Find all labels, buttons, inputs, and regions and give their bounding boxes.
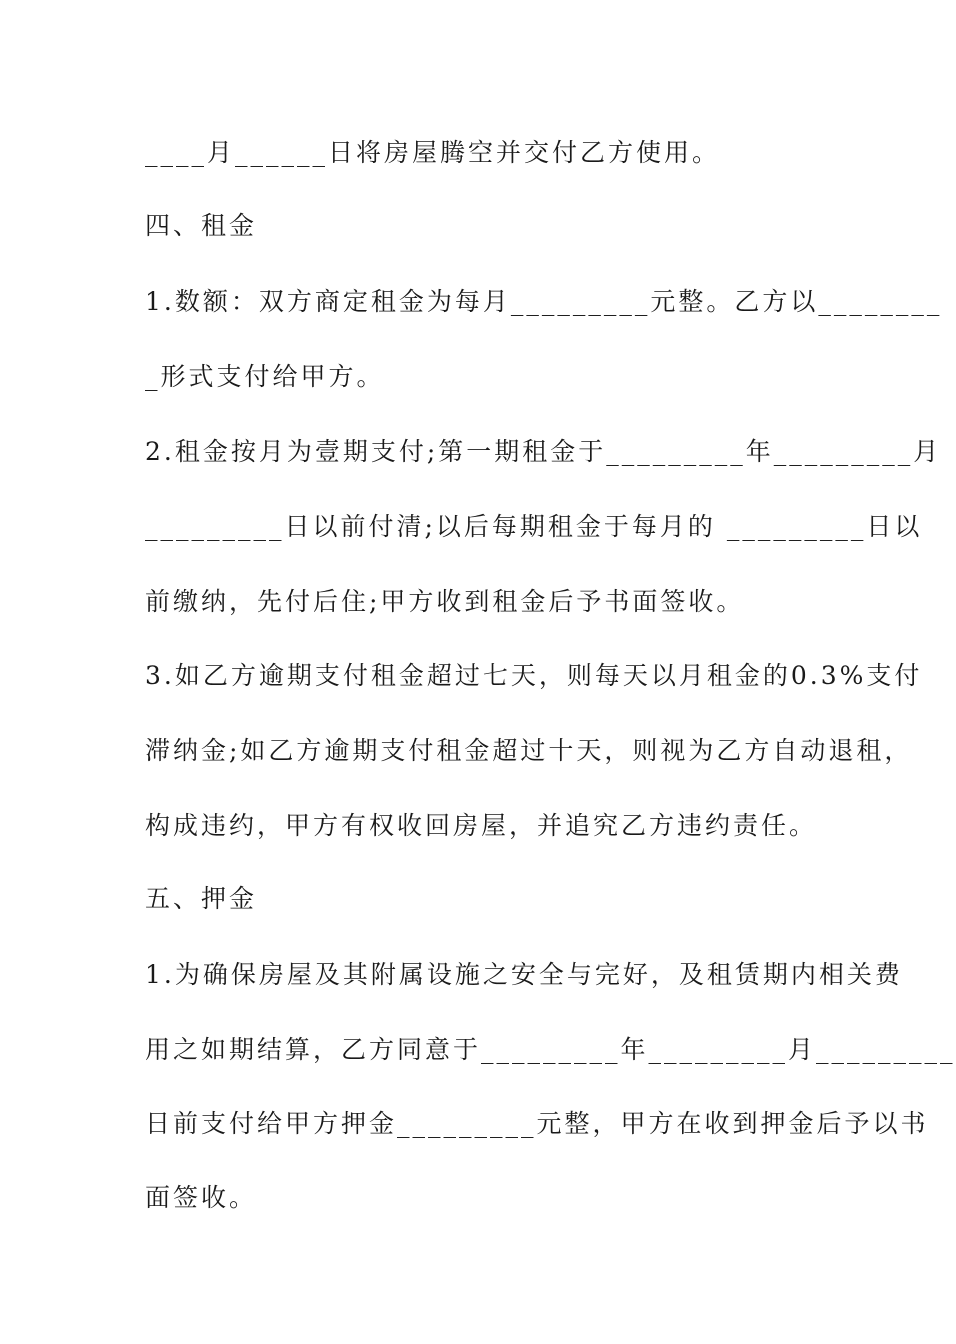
- text-line-deposit-date: 用之如期结算，乙方同意于_________年_________月_________: [145, 1035, 956, 1064]
- text-line-deposit-amount: 日前支付给甲方押金_________元整，甲方在收到押金后予以书: [145, 1109, 929, 1138]
- section-heading-deposit: 五、押金: [145, 884, 258, 913]
- text-line-late-termination: 滞纳金;如乙方逾期支付租金超过十天，则视为乙方自动退租，: [145, 736, 913, 765]
- text-line-payment-form: _形式支付给甲方。: [145, 362, 385, 391]
- text-line-rent-schedule: 2.租金按月为壹期支付;第一期租金于_________年_________月: [145, 437, 942, 466]
- text-line-rent-due-day: _________日以前付清;以后每期租金于每月的 _________日以: [145, 512, 923, 541]
- text-line-late-fee: 3.如乙方逾期支付租金超过七天，则每天以月租金的0.3%支付: [145, 661, 923, 690]
- text-line-rent-receipt: 前缴纳，先付后住;甲方收到租金后予书面签收。: [145, 587, 745, 616]
- text-line-rent-amount: 1.数额：双方商定租金为每月_________元整。乙方以________: [145, 287, 943, 316]
- text-line-deposit-purpose: 1.为确保房屋及其附属设施之安全与完好，及租赁期内相关费: [145, 960, 903, 989]
- section-heading-rent: 四、租金: [145, 211, 258, 240]
- text-line-handover-date: ____月______日将房屋腾空并交付乙方使用。: [145, 138, 721, 167]
- text-line-breach: 构成违约，甲方有权收回房屋，并追究乙方违约责任。: [145, 811, 818, 840]
- text-line-deposit-receipt: 面签收。: [145, 1183, 258, 1212]
